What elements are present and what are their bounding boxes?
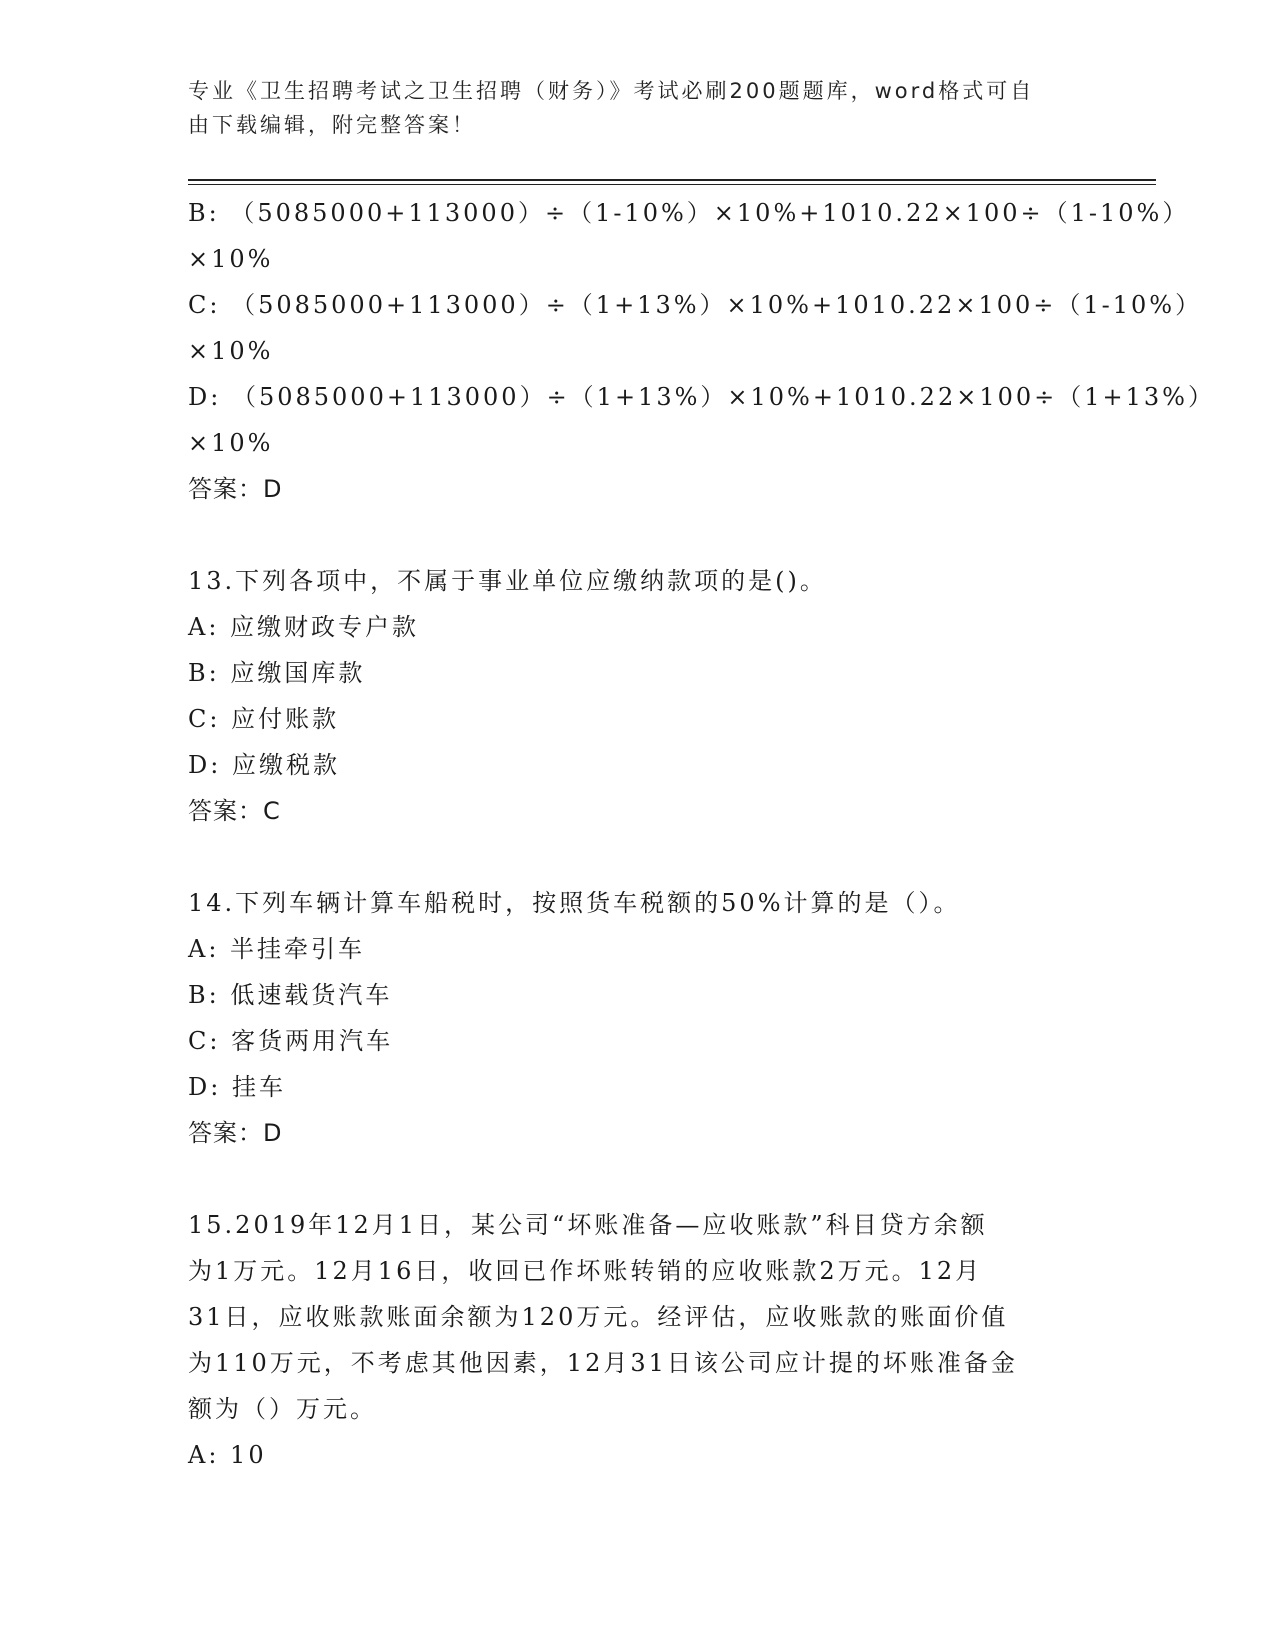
q15-option-a: A: 10 — [188, 1441, 267, 1469]
q15-question-line-2: 为1万元。12月16日，收回已作坏账转销的应收账款2万元。12月 — [188, 1257, 983, 1285]
q14-question: 14.下列车辆计算车船税时，按照货车税额的50%计算的是（）。 — [188, 889, 961, 917]
header-divider-thick — [188, 179, 1156, 181]
q12-option-b-line-2: ×10% — [188, 245, 274, 273]
q14-option-b: B: 低速载货汽车 — [188, 981, 393, 1009]
spacer — [188, 512, 1088, 558]
q14-option-d: D: 挂车 — [188, 1073, 286, 1101]
question-14 — [188, 880, 1088, 1156]
q13-question: 13.下列各项中，不属于事业单位应缴纳款项的是()。 — [188, 567, 827, 595]
q12-option-d-line-1: D: （5085000+113000）÷（1+13%）×10%+1010.22×100÷（1+13%） — [188, 383, 1215, 411]
question-15 — [188, 1202, 1088, 1478]
header-title-line-1: 专业《卫生招聘考试之卫生招聘（财务）》考试必刷200题题库，word格式可自 — [188, 79, 1035, 103]
q15-question-line-1: 15.2019年12月1日，某公司“坏账准备—应收账款”科目贷方余额 — [188, 1211, 988, 1239]
q12-option-b-line-1: B: （5085000+113000）÷（1-10%）×10%+1010.22×100÷（1-10%） — [188, 199, 1190, 227]
q13-option-b: B: 应缴国库款 — [188, 659, 366, 687]
spacer — [188, 1156, 1088, 1202]
header-divider-thin — [188, 184, 1156, 185]
spacer — [188, 834, 1088, 880]
page-header — [188, 74, 1068, 142]
q14-option-a: A: 半挂牵引车 — [188, 935, 366, 963]
q12-option-c-line-2: ×10% — [188, 337, 274, 365]
q14-answer: 答案：D — [188, 1119, 283, 1147]
q12-answer: 答案：D — [188, 475, 283, 503]
q12-option-d-line-2: ×10% — [188, 429, 274, 457]
question-list — [188, 190, 1215, 1478]
header-title-line-2: 由下载编辑，附完整答案！ — [188, 113, 476, 137]
q13-option-a: A: 应缴财政专户款 — [188, 613, 420, 641]
q15-question-line-4: 为110万元，不考虑其他因素，12月31日该公司应计提的坏账准备金 — [188, 1349, 1018, 1377]
question-12 — [188, 190, 1215, 512]
q14-option-c: C: 客货两用汽车 — [188, 1027, 394, 1055]
question-13 — [188, 558, 1088, 834]
q15-question-line-3: 31日，应收账款账面余额为120万元。经评估，应收账款的账面价值 — [188, 1303, 1009, 1331]
q12-option-c-line-1: C: （5085000+113000）÷（1+13%）×10%+1010.22×100÷（1-10%） — [188, 291, 1203, 319]
q13-answer: 答案：C — [188, 797, 281, 825]
q13-option-c: C: 应付账款 — [188, 705, 340, 733]
q13-option-d: D: 应缴税款 — [188, 751, 340, 779]
q15-question-line-5: 额为（）万元。 — [188, 1395, 377, 1423]
